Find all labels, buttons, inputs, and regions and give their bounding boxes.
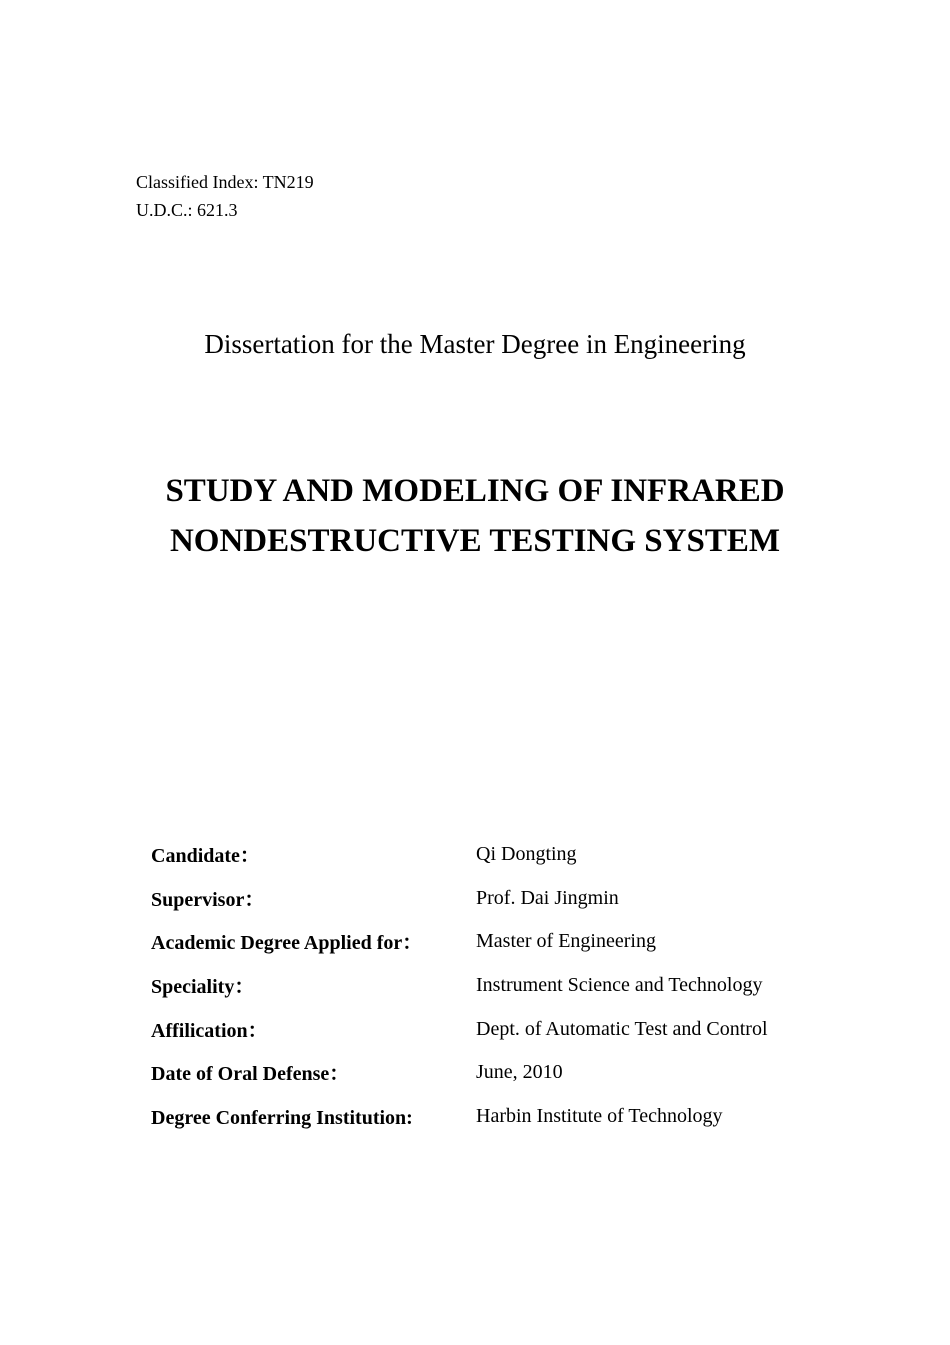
degree-statement: Dissertation for the Master Degree in Engineering: [204, 329, 746, 359]
supervisor-value: Prof. Dai Jingmin: [476, 886, 619, 909]
speciality-value: Instrument Science and Technology: [476, 974, 763, 997]
info-row-speciality: [151, 971, 831, 1015]
thesis-title: [0, 466, 950, 566]
classification-block: [136, 168, 314, 224]
info-row-candidate: [151, 840, 831, 884]
degree-value: Master of Engineering: [476, 930, 656, 953]
info-row-supervisor: [151, 884, 831, 928]
candidate-label: Candidate：: [151, 845, 260, 867]
affiliation-value: Dept. of Automatic Test and Control: [476, 1017, 768, 1040]
affiliation-label: Affilication：: [151, 1019, 268, 1042]
thesis-title-line-1: STUDY AND MODELING OF INFRARED: [165, 473, 785, 509]
classified-index: Classified Index: TN219: [136, 172, 314, 192]
degree-label: Academic Degree Applied for：: [151, 932, 423, 955]
thesis-info-table: [151, 840, 831, 1146]
info-row-affiliation: [151, 1015, 831, 1059]
candidate-value: Qi Dongting: [476, 843, 577, 865]
speciality-label: Speciality：: [151, 976, 255, 999]
info-row-degree: [151, 927, 831, 971]
institution-value: Harbin Institute of Technology: [476, 1105, 723, 1128]
info-row-institution: [151, 1102, 831, 1146]
defense-date-label: Date of Oral Defense：: [151, 1063, 350, 1086]
supervisor-label: Supervisor：: [151, 888, 265, 911]
thesis-title-line-2: NONDESTRUCTIVE TESTING SYSTEM: [169, 523, 781, 559]
institution-label: Degree Conferring Institution:: [151, 1107, 413, 1130]
info-row-defense-date: [151, 1058, 831, 1102]
udc-number: U.D.C.: 621.3: [136, 200, 238, 220]
defense-date-value: June, 2010: [476, 1061, 563, 1084]
